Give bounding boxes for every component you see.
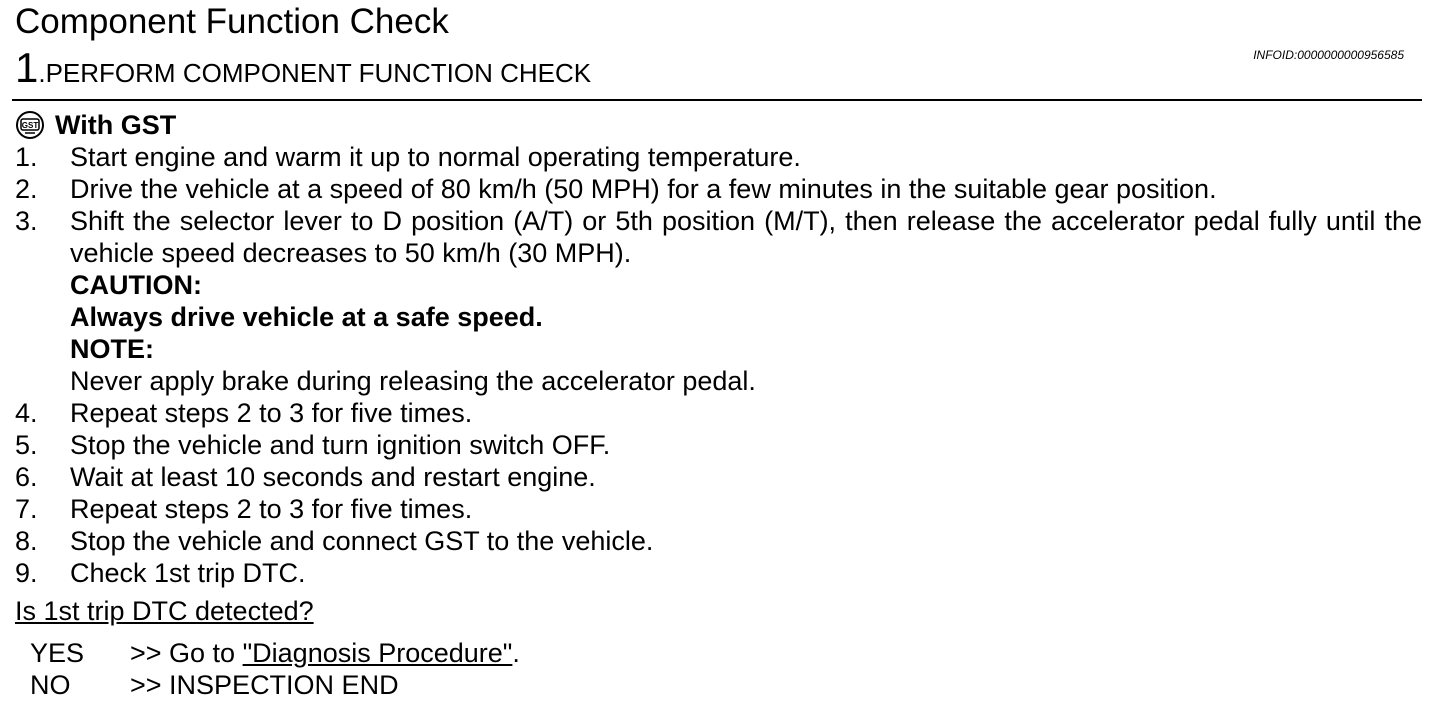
step-heading-dot: . [38, 58, 46, 88]
decision-question: Is 1st trip DTC detected? [15, 596, 314, 626]
list-item [15, 493, 1422, 525]
list-item [15, 397, 1422, 429]
diagnosis-procedure-link[interactable]: "Diagnosis Procedure" [242, 638, 513, 668]
step-text: Stop the vehicle and connect GST to the vehicle. [70, 526, 654, 556]
gst-icon [15, 110, 45, 140]
step-heading-title: PERFORM COMPONENT FUNCTION CHECK [45, 58, 592, 88]
info-id: INFOID:0000000000956585 [1253, 48, 1404, 62]
list-item [15, 557, 1422, 589]
step-number: 8. [15, 526, 38, 556]
gst-icon-text: GST [21, 121, 39, 130]
step-number: 1. [15, 142, 38, 172]
note-label: NOTE: [70, 334, 154, 364]
step-number: 5. [15, 430, 38, 460]
answer-no-text: >> INSPECTION END [130, 670, 399, 700]
list-item [15, 173, 1422, 205]
step-text: Stop the vehicle and turn ignition switch OFF. [70, 430, 611, 460]
step-text: Wait at least 10 seconds and restart engine. [70, 462, 596, 492]
step-heading [15, 46, 591, 95]
step-heading-number: 1 [15, 44, 39, 91]
answer-yes-key: YES [30, 638, 85, 668]
section-divider [12, 99, 1422, 101]
list-item [15, 461, 1422, 493]
caution-text: Always drive vehicle at a safe speed. [70, 302, 543, 332]
gst-section-header [15, 109, 176, 141]
step-text: Shift the selector lever to D position (A/T) or 5th position (M/T), then release the accelerator pedal fully until the vehicle speed decreases to 50 km/h (30 MPH). [70, 206, 1422, 268]
note-text: Never apply brake during releasing the accelerator pedal. [70, 366, 756, 396]
answer-yes-prefix: >> Go to [130, 638, 243, 668]
answer-yes [30, 637, 520, 669]
step-number: 2. [15, 174, 38, 204]
list-item [15, 525, 1422, 557]
step-number: 6. [15, 462, 38, 492]
step-text: Check 1st trip DTC. [70, 558, 306, 588]
step-text: Start engine and warm it up to normal operating temperature. [70, 142, 801, 172]
caution-label: CAUTION: [70, 270, 202, 300]
step-text: Repeat steps 2 to 3 for five times. [70, 398, 473, 428]
answer-no [30, 669, 399, 701]
step-number: 3. [15, 206, 38, 236]
answer-yes-suffix: . [512, 638, 520, 668]
answer-yes-text [130, 637, 520, 669]
step-number: 9. [15, 558, 38, 588]
list-item [15, 141, 1422, 173]
step-text: Drive the vehicle at a speed of 80 km/h (50 MPH) for a few minutes in the suitable gear position. [70, 174, 1217, 204]
step-text: Repeat steps 2 to 3 for five times. [70, 494, 473, 524]
list-item [15, 205, 1422, 269]
step-number: 7. [15, 494, 38, 524]
procedure-steps [15, 141, 1422, 589]
step-number: 4. [15, 398, 38, 428]
page-title: Component Function Check [15, 2, 449, 41]
list-item [15, 429, 1422, 461]
answer-no-key: NO [30, 670, 71, 700]
gst-label: With GST [55, 109, 177, 140]
